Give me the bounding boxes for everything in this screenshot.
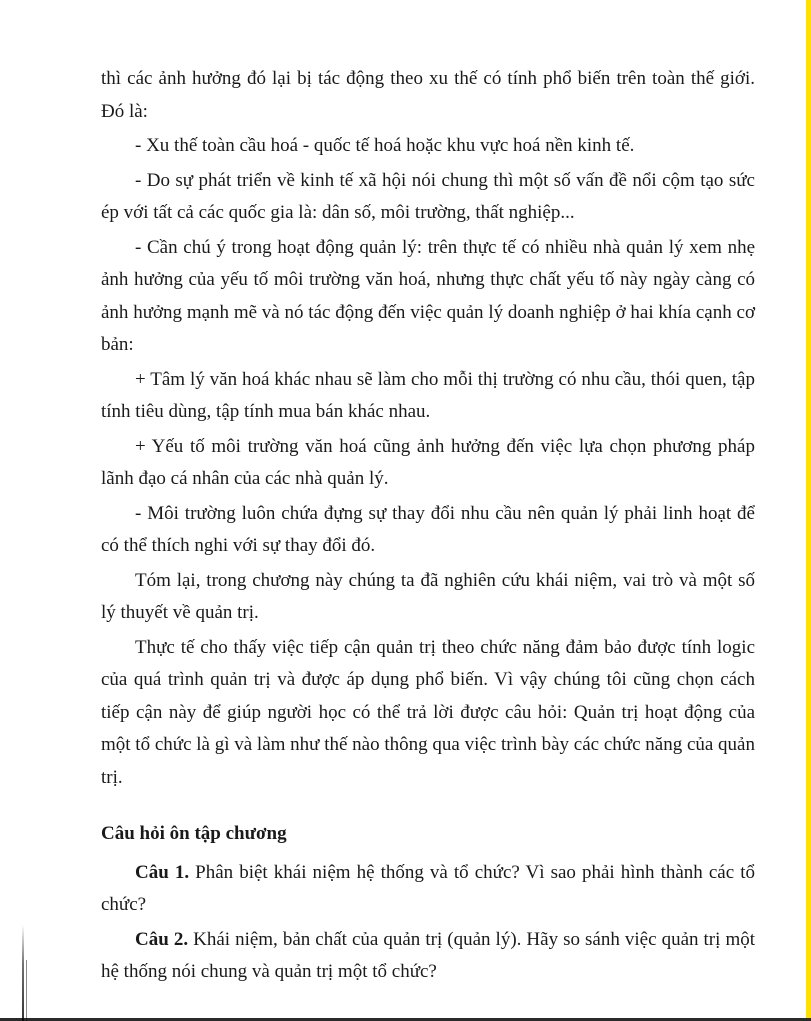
scan-right-edge (806, 0, 811, 1021)
question-label: Câu 2. (135, 928, 189, 950)
scan-left-artifact (22, 925, 24, 1021)
paragraph-culture-psychology: + Tâm lý văn hoá khác nhau sẽ làm cho mỗi thị trường có nhu cầu, thói quen, tập tính tiêu dùng, tập tính mua bán khác nhau. (101, 368, 755, 422)
question-text: Khái niệm, bản chất của quản trị (quản lý). Hãy so sánh việc quản trị một hệ thống nói chung và quản trị một tổ chức? (101, 928, 755, 982)
paragraph-intro: thì các ảnh hưởng đó lại bị tác động theo xu thế có tính phổ biến trên toàn thế giới. Đó là: (101, 68, 755, 122)
question-text: Phân biệt khái niệm hệ thống và tổ chức? Vì sao phải hình thành các tổ chức? (101, 861, 756, 915)
question-label: Câu 1. (135, 861, 190, 883)
paragraph-socioeconomic: - Do sự phát triển về kinh tế xã hội nói chung thì một số vấn đề nổi cộm tạo sức ép với tất cả các quốc gia là: dân số, môi trường, thất nghiệp... (101, 169, 755, 223)
paragraph-globalization: - Xu thế toàn cầu hoá - quốc tế hoá hoặc khu vực hoá nền kinh tế. (135, 135, 635, 156)
review-heading: Câu hỏi ôn tập chương (101, 823, 287, 844)
page-content (101, 63, 755, 991)
paragraph-culture-management: - Cần chú ý trong hoạt động quản lý: trên thực tế có nhiều nhà quản lý xem nhẹ ảnh hưởng của yếu tố môi trường văn hoá, nhưng thực chất yếu tố này ngày càng có ảnh hưởng mạnh mẽ và nó tác động đến việc quản lý doanh nghiệp ở hai khía cạnh cơ bản: (101, 236, 755, 355)
paragraph-functional-approach: Thực tế cho thấy việc tiếp cận quản trị theo chức năng đảm bảo được tính logic của quá trình quản trị và được áp dụng phổ biến. Vì vậy chúng tôi cũng chọn cách tiếp cận này để giúp người học có thể trả lời được câu hỏi: Quản trị hoạt động của một tổ chức là gì và làm như thế nào thông qua việc trình bày các chức năng của quản trị. (101, 636, 755, 788)
paragraph-flexibility: - Môi trường luôn chứa đựng sự thay đổi nhu cầu nên quản lý phải linh hoạt để có thể thích nghi với sự thay đổi đó. (101, 502, 755, 556)
paragraph-leadership-method: + Yếu tố môi trường văn hoá cũng ảnh hưởng đến việc lựa chọn phương pháp lãnh đạo cá nhân của các nhà quản lý. (101, 435, 755, 489)
paragraph-summary: Tóm lại, trong chương này chúng ta đã nghiên cứu khái niệm, vai trò và một số lý thuyết về quản trị. (101, 569, 755, 623)
review-question-2 (101, 924, 755, 989)
review-question-1 (101, 857, 755, 922)
scan-left-artifact (26, 960, 27, 1021)
